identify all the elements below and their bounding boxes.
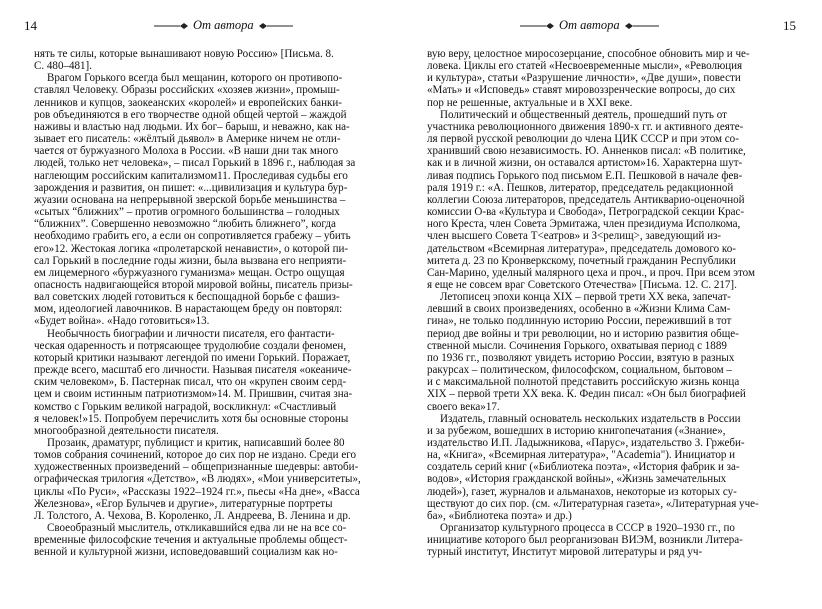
- paragraph: вую веру, целостное миросозерцание, способное обновить мир и че- ловека. Циклы его статей «Несвоевременные мысли», «Революция и культура», статьи «Разрушение личности», «Две души», повести «Мать» и «Исповедь» ставят мировоззренческие вопросы, до сих пор не решенные, актуальные и в XXI веке.: [427, 48, 750, 109]
- paragraph: Прозаик, драматург, публицист и критик, написавший более 80 томов собрания сочинений, которое до сих пор не издано. Среди его художественных произведений – общепризнанные шедевры: автоби- ографическая трилогия «Детство», «В людях», «Мои университеты», циклы «По Руси», «Рассказы 1922–1924 гг.», пьесы «На дне», «Васса Железнова», «Егор Булычев и другие», литературные портреты Л. Толстого, А. Чехова, В. Короленко, Л. Андреева, В. Ленина и др.: [34, 437, 361, 522]
- left-page-number: 14: [24, 18, 37, 33]
- right-page-number: 15: [783, 18, 796, 33]
- paragraph: Политический и общественный деятель, прошедший путь от участника революционного движения 1890-х гг. и активного деяте- ля первой русской революции до члена ЦИК СССР и при этом со- хранивший свою независимость. Ю. Анненков писал: «В политике, как и в личной жизни, он оставался артистом»16. Характерна шут- ливая подпись Горького под письмом Е.П. Пешковой в начале фев- раля 1919 г.: «А. Пешков, литератор, председатель редакционной коллегии Союза литераторов, председатель Антиквариo-оценочной комиссии О-ва «Культура и Свобода», Петроградской секции Крас- ного Креста, член Совета Эрмитажа, член президиума Исполкома, член высшего Совета Т<еатров» и З<релищ>, заведующий из- дательством «Всемирная литература», председатель домового ко- митета д. 23 по Кронверкскому, почетный гражданин Республики Сан-Марино, уделный маляpного цеха и проч., и проч. При всем этом я еще не совсем враг Советского Отечества» [Письма. 12. С. 217].: [427, 108, 755, 291]
- paragraph: Издатель, главный основатель нескольких издательств в России и за рубежом, вошедших в историю книгопечатания («Знание», издательство И.П. Ладыжникова, «Парус», издательство З. Гржеби- на, «Книга», «Всемирная литература», "Academia"). Инициатор и создатель серий книг («Библиотека поэта», «История фабрик и за- водов», «История гражданской войны», «Жизнь замечательных людей»), газет, журналов и альманахов, некоторые из которых су- ществуют до сих пор. (см. «Литературная газета», «Литературная уче- ба», «Библиотека поэта» и др.): [427, 412, 759, 522]
- left-ornament-icon: [154, 22, 188, 30]
- left-running-head-text: От автора: [193, 18, 254, 32]
- paragraph: Врагом Горького всегда был мещанин, которого он противопо- ставлял Человеку. Образы российских «хозяев жизни», промыш- ленников и купцов, заокеанских «королей» и европейских банки- ров объединяются в его творчестве одной общей чертой – жаждой наживы и властью над людьми. Их бог– барыш, и неважно, как на- зывает его писатель: «жёлтый дьявол» в Америке ничем не отли- чается от буржуазного Молоха в России. «В наши дни так много людей, только нет человека», – писал Горький в 1896 г., наблюдая за наглеющим российским капитализмом11. Проследивая судьбы его зарождения и развития, он пишет: «...цивилизация и культура бур- жуазии основана на непрерывной зверской борьбе меньшинства – «сытых “ближних” – против огромного большинства – голодных “ближних”. Совершенно невозможно “любить ближнего”, когда необходимо грабить его, а если он сопротивляется грабежу – убить его»12. Жестокая логика «пролетарской ненависти», о которой пи- сал Горький в последние годы жизни, была вызвана его неприяти- ем лицемерного «буржуазного гуманизма» мещан. Остро ощущая опасность надвигающейся второй мировой войны, писатель призы- вал советских людей готовиться к беспощадной борьбе с фашиз- мом, идеологией лавочников. В нарастающем бреду он повторял: «Будет война». «Надо готовиться»13.: [34, 72, 356, 328]
- right-page-header: [425, 18, 796, 34]
- right-ornament-right-icon: [625, 22, 659, 30]
- left-running-head: [154, 18, 293, 33]
- left-ornament-right-icon: [259, 22, 293, 30]
- right-page: [411, 0, 822, 609]
- paragraph: Необычность биографии и личности писателя, его фантасти- ческая одаренность и потрясающее трудолюбие создали феномен, который критики называют легендой по имени Горький. Поражает, прежде всего, масштаб его личности. Называя писателя «океаниче- ским человеком», Б. Пастернак писал, что он «крупен своим серд- цем и своим истинным патриотизмом»14. М. Пришвин, считая зна- комство с Горьким великой наградой, воскликнул: «Счастливый я человек!»15. Попробуем перечислить хотя бы основные стороны многообразной деятельности писателя.: [34, 327, 353, 437]
- right-page-body: [427, 48, 775, 559]
- paragraph: Летописец эпохи конца XIX – первой трети XX века, запечат- левший в своих произведениях, особенно в «Жизни Клима Сам- гина», не только подлинную историю России, переживший в тот период две войны и три революции, но и историю развития обще- ственной мысли. Сочинения Горького, охватывая период с 1889 по 1936 гг., позволяют увидеть историю России, взятую в разных ракурсах – политическом, философском, социальном, бытовом – и с максимальной полнотой представить российскую жизнь конца XIX – первой трети XX века. К. Федин писал: «Он был биографией своего века»17.: [427, 291, 746, 413]
- right-running-head-text: От автора: [559, 18, 620, 32]
- left-page-body: [34, 48, 382, 559]
- right-ornament-icon: [520, 22, 554, 30]
- paragraph: Организатор культурного процесса в СССР в 1920–1930 гг., по инициативе которого был реорганизован ВИЭМ, возникли Литера- турный институт, Институт мировой литературы и ряд уч-: [427, 522, 743, 559]
- right-running-head: [520, 18, 659, 33]
- paragraph: Своеобразный мыслитель, откликавшийся едва ли не на все со- временные философские течения и актуальные проблемы общест- венной и культурной жизни, исповедовавший социализм как но-: [34, 522, 348, 559]
- left-page-header: [24, 18, 401, 34]
- paragraph: нять те силы, которые вынашивают новую Россию» [Письма. 8. С. 480–481].: [34, 48, 334, 73]
